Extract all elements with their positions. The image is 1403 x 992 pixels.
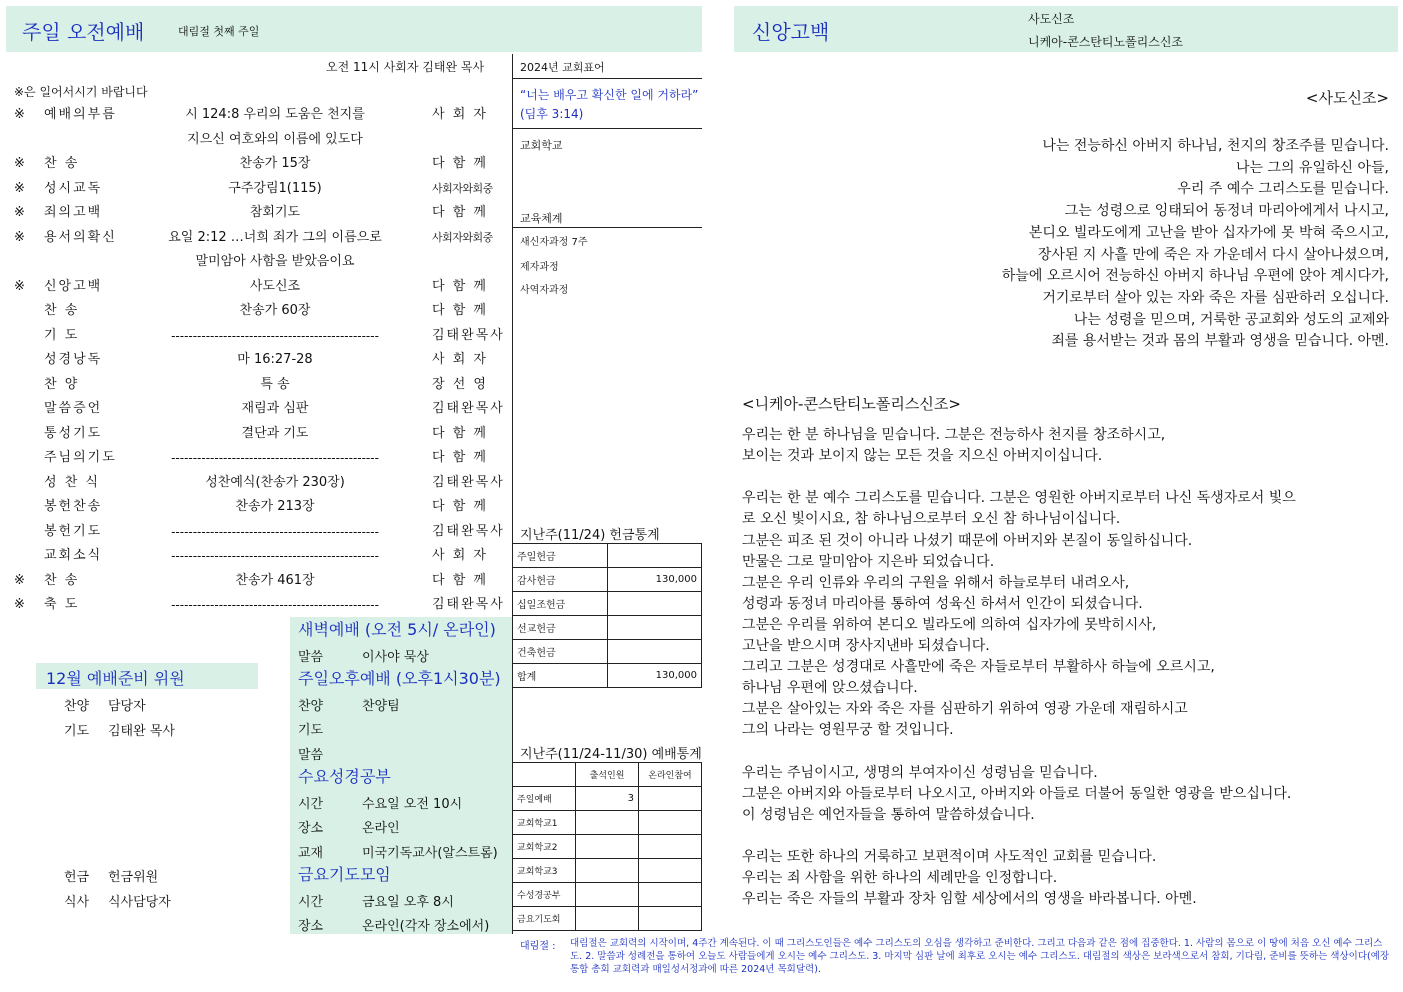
offering-amount bbox=[608, 616, 702, 640]
order-content: 참회기도 bbox=[249, 205, 301, 220]
order-mark: ※ bbox=[14, 205, 25, 220]
order-name: 통성기도 bbox=[44, 425, 103, 441]
order-name: 축 도 bbox=[44, 597, 80, 612]
prep-person: 헌금위원 bbox=[108, 870, 159, 885]
stand-note: ※은 일어서시기 바랍니다 bbox=[14, 85, 148, 99]
right-header-bar bbox=[734, 6, 1398, 52]
order-leader: 김태완목사 bbox=[432, 523, 505, 539]
apostles-line: 나는 그의 유일하신 아들, bbox=[1235, 159, 1389, 176]
offering-name: 주일헌금 bbox=[513, 544, 608, 568]
attendance-header: 온라인참여 bbox=[639, 763, 702, 787]
nicene-line: 만물은 그로 말미암아 지은바 되었습니다. bbox=[742, 553, 995, 570]
nicene-line: 하나님 우편에 앉으셨습니다. bbox=[742, 680, 918, 697]
order-content: 결단과 기도 bbox=[241, 425, 309, 441]
attendance-title: 지난주(11/24-11/30) 예배통계 bbox=[520, 747, 702, 762]
nicene-line: 고난을 받으시며 장사지낸바 되셨습니다. bbox=[742, 638, 990, 654]
offering-amount bbox=[608, 544, 702, 568]
attendance-row bbox=[513, 907, 702, 931]
advent-note-label: 대림절 : bbox=[520, 941, 556, 952]
nicene-line: 그분은 아버지와 아들로부터 나오시고, 아버지와 아들로 더불어 동일한 영광을 받으십니다. bbox=[742, 785, 1292, 802]
education-label: 교육체계 bbox=[520, 212, 563, 225]
order-row bbox=[0, 520, 512, 544]
friday-value: 금요일 오후 8시 bbox=[362, 894, 454, 910]
order-content: ------------------------------------------------ bbox=[171, 451, 379, 465]
order-row bbox=[0, 471, 512, 495]
attendance-name: 교회학교1 bbox=[513, 811, 576, 835]
order-row bbox=[0, 152, 512, 176]
order-row bbox=[0, 593, 512, 617]
order-row bbox=[0, 422, 512, 446]
offering-row bbox=[513, 592, 702, 616]
attendance-name: 교회학교2 bbox=[513, 835, 576, 859]
order-content: 구주강림1(115) bbox=[228, 180, 322, 196]
apostles-line: 거기로부터 살아 있는 자와 죽은 자를 심판하러 오십니다. bbox=[1042, 289, 1389, 306]
order-content: 요일 2:12 …너희 죄가 그의 이름으로 bbox=[168, 229, 382, 245]
education-item: 새신자과정 7주 bbox=[520, 237, 588, 248]
attendance-count bbox=[576, 811, 639, 835]
order-row bbox=[0, 495, 512, 519]
nicene-line: 그리고 그분은 성경대로 사흘만에 죽은 자들로부터 부활하사 하늘에 오르시고, bbox=[742, 659, 1215, 676]
order-row bbox=[0, 348, 512, 372]
afternoon-title: 주일오후예배 (오후1시30분) bbox=[298, 669, 501, 688]
apostles-line: 장사된 지 사흘 만에 죽은 자 가운데서 다시 살아나셨으며, bbox=[1037, 246, 1389, 263]
order-name: 성 찬 식 bbox=[44, 474, 100, 490]
attendance-row bbox=[513, 787, 702, 811]
order-content: 특 송 bbox=[260, 376, 290, 392]
order-mark: ※ bbox=[14, 278, 25, 294]
service-time: 오전 11시 사회자 김태완 목사 bbox=[326, 60, 485, 74]
offering-row bbox=[513, 568, 702, 592]
nicene-line: 그분은 우리를 위하여 본디오 빌라도에 의하여 십자가에 못박히시사, bbox=[742, 616, 1157, 633]
order-row bbox=[0, 275, 512, 299]
order-row bbox=[0, 397, 512, 421]
dawn-key: 말씀 bbox=[298, 649, 324, 665]
order-mark: ※ bbox=[14, 180, 25, 196]
order-name: 성경낭독 bbox=[44, 352, 103, 367]
creed-header-sub1: 사도신조 bbox=[1028, 12, 1075, 26]
attendance-name: 금요기도회 bbox=[513, 907, 576, 931]
afternoon-key: 말씀 bbox=[298, 747, 324, 763]
order-name: 찬 송 bbox=[44, 303, 80, 318]
attendance-header bbox=[513, 763, 576, 787]
attendance-header: 출석인원 bbox=[576, 763, 639, 787]
order-content: 재림과 심판 bbox=[241, 401, 309, 416]
offering-name: 십일조헌금 bbox=[513, 592, 608, 616]
order-content: ------------------------------------------------ bbox=[171, 598, 379, 612]
order-name: 찬 송 bbox=[44, 572, 80, 588]
nicene-line: 우리는 또한 하나의 거룩하고 보편적이며 사도적인 교회를 믿습니다. bbox=[742, 849, 1157, 865]
attendance-row bbox=[513, 859, 702, 883]
nicene-line: 우리는 죽은 자들의 부활과 장차 임할 세상에서의 영생을 바라봅니다. 아멘. bbox=[742, 891, 1197, 908]
advent-note-text: 대림절은 교회력의 시작이며, 4주간 계속된다. 이 때 그리스도인들은 예수 그리스도의 오심을 생각하고 준비한다. 그리고 다음과 같은 점에 집중한다. 1. 사람의 몸으로 이 땅에 처음 오신 예수 그리스도. 2. 말씀과 성례전을 통하여 오늘도 사람들에게 오시는 예수 그리스도. 3. 마지막 심판 날에 최후로 오시는 예수 그리스도. 대림절의 색상은 보라색으로서 참회, 기다림, 준비를 뜻하는 색상이다(예장통합 총회 교회력과 매일성서정과에 따른 2024년 목회달력). bbox=[570, 938, 1390, 975]
attendance-table bbox=[512, 762, 702, 931]
nicene-line: 그분은 피조 된 것이 아니라 나셨기 때문에 아버지와 본질이 동일하십니다. bbox=[742, 532, 1193, 549]
order-name: 죄의고백 bbox=[44, 205, 103, 220]
order-leader: 다 함 께 bbox=[432, 303, 488, 318]
nicene-line: 우리는 주님이시고, 생명의 부여자이신 성령님을 믿습니다. bbox=[742, 764, 1098, 781]
order-row bbox=[0, 128, 512, 152]
nicene-line: 그분은 살아있는 자와 죽은 자를 심판하기 위하여 영광 가운데 재림하시고 bbox=[742, 701, 1188, 718]
order-mark: ※ bbox=[14, 572, 25, 588]
order-mark: ※ bbox=[14, 229, 25, 245]
apostles-line: 그는 성령으로 잉태되어 동정녀 마리아에게서 나시고, bbox=[1064, 203, 1389, 220]
attendance-count bbox=[576, 907, 639, 931]
order-row bbox=[0, 446, 512, 470]
attendance-online bbox=[639, 787, 702, 811]
order-leader: 사회자와회중 bbox=[432, 230, 493, 244]
apostles-line: 본디오 빌라도에게 고난을 받아 십자가에 못 박혀 죽으시고, bbox=[1028, 224, 1389, 241]
nicene-line: 이 성령님은 예언자들을 통하여 말씀하셨습니다. bbox=[742, 806, 1035, 823]
attendance-count: 3 bbox=[576, 787, 639, 811]
prep-person: 식사담당자 bbox=[108, 894, 171, 910]
order-row bbox=[0, 324, 512, 348]
apostles-line: 우리 주 예수 그리스도를 믿습니다. bbox=[1177, 181, 1389, 198]
order-leader: 김태완목사 bbox=[432, 597, 505, 612]
afternoon-value: 찬양팀 bbox=[362, 698, 400, 714]
order-content: 사도신조 bbox=[249, 278, 301, 294]
offering-name: 선교헌금 bbox=[513, 616, 608, 640]
offering-row bbox=[513, 544, 702, 568]
prep-role: 찬양 bbox=[64, 699, 90, 714]
attendance-name: 교회학교3 bbox=[513, 859, 576, 883]
prep-role: 기도 bbox=[64, 723, 90, 739]
apostles-line: 죄를 용서받는 것과 몸의 부활과 영생을 믿습니다. 아멘. bbox=[1051, 333, 1389, 350]
attendance-count bbox=[576, 859, 639, 883]
prep-title: 12월 예배준비 위원 bbox=[46, 669, 185, 688]
nicene-line: 그분은 우리 인류와 우리의 구원을 위해서 하늘로부터 내려오사, bbox=[742, 574, 1130, 591]
prep-role: 식사 bbox=[64, 894, 90, 910]
order-name: 찬 송 bbox=[44, 156, 80, 171]
order-leader: 다 함 께 bbox=[432, 156, 488, 171]
order-row bbox=[0, 544, 512, 568]
order-row bbox=[0, 373, 512, 397]
order-row bbox=[0, 299, 512, 323]
nicene-title: <니케아-콘스탄티노폴리스신조> bbox=[742, 395, 961, 413]
order-leader: 다 함 께 bbox=[432, 425, 488, 441]
order-row bbox=[0, 569, 512, 593]
order-leader: 다 함 께 bbox=[432, 278, 488, 294]
wednesday-key: 장소 bbox=[298, 821, 324, 836]
wednesday-key: 교재 bbox=[298, 845, 324, 861]
order-leader: 사 회 자 bbox=[432, 548, 488, 563]
order-name: 성시교독 bbox=[44, 180, 103, 196]
attendance-online bbox=[639, 811, 702, 835]
order-content: ------------------------------------------------ bbox=[171, 549, 379, 563]
order-leader: 사 회 자 bbox=[432, 352, 488, 367]
order-leader: 다 함 께 bbox=[432, 499, 488, 514]
wednesday-value: 미국기독교사(알스트롬) bbox=[362, 845, 498, 861]
order-leader: 김태완목사 bbox=[432, 327, 505, 343]
order-content: 시 124:8 우리의 도움은 천지를 bbox=[185, 107, 365, 122]
order-mark: ※ bbox=[14, 156, 25, 171]
offering-name: 건축헌금 bbox=[513, 640, 608, 664]
order-leader: 다 함 께 bbox=[432, 205, 488, 220]
order-name: 말씀증언 bbox=[44, 401, 103, 416]
order-name: 기 도 bbox=[44, 327, 80, 343]
prep-person: 담당자 bbox=[108, 699, 146, 714]
divider bbox=[512, 128, 702, 129]
order-row bbox=[0, 103, 512, 127]
attendance-count bbox=[576, 883, 639, 907]
offering-amount bbox=[608, 640, 702, 664]
attendance-name: 주일예배 bbox=[513, 787, 576, 811]
apostles-line: 하늘에 오르시어 전능하신 아버지 하나님 우편에 앉아 계시다가, bbox=[1001, 268, 1389, 285]
afternoon-key: 기도 bbox=[298, 723, 324, 738]
attendance-row bbox=[513, 835, 702, 859]
order-content: 찬송가 213장 bbox=[235, 499, 315, 514]
order-content: 지으신 여호와의 이름에 있도다 bbox=[187, 131, 363, 147]
creed-header-title: 신앙고백 bbox=[752, 20, 830, 44]
offering-row bbox=[513, 616, 702, 640]
education-item: 사역자과정 bbox=[520, 285, 569, 296]
church-school-label: 교회학교 bbox=[520, 139, 563, 152]
order-content: ------------------------------------------------ bbox=[171, 328, 379, 343]
order-row bbox=[0, 250, 512, 274]
attendance-header-row bbox=[513, 763, 702, 787]
prep-title-bar bbox=[36, 663, 258, 689]
nicene-line: 성령과 동정녀 마리아를 통하여 성육신 하셔서 인간이 되셨습니다. bbox=[742, 595, 1143, 612]
divider bbox=[512, 227, 702, 228]
order-name: 신앙고백 bbox=[44, 278, 103, 294]
attendance-online bbox=[639, 907, 702, 931]
order-name: 교회소식 bbox=[44, 548, 103, 563]
motto-label: 2024년 교회표어 bbox=[520, 61, 605, 74]
order-leader: 사 회 자 bbox=[432, 107, 488, 122]
order-mark: ※ bbox=[14, 597, 25, 612]
order-row bbox=[0, 177, 512, 201]
page-subtitle: 대림절 첫째 주일 bbox=[178, 25, 260, 38]
offering-amount bbox=[608, 592, 702, 616]
order-leader: 다 함 께 bbox=[432, 572, 488, 588]
order-name: 봉헌기도 bbox=[44, 523, 103, 539]
order-mark: ※ bbox=[14, 107, 25, 122]
attendance-online bbox=[639, 859, 702, 883]
order-leader: 김태완목사 bbox=[432, 401, 505, 416]
offering-name: 감사헌금 bbox=[513, 568, 608, 592]
order-content: 성찬예식(찬송가 230장) bbox=[205, 474, 345, 490]
order-leader: 사회자와회중 bbox=[432, 181, 493, 195]
offering-row bbox=[513, 640, 702, 664]
order-name: 예배의부름 bbox=[44, 107, 117, 122]
nicene-line: 로 오신 빛이시요, 참 하나님으로부터 오신 참 하나님이십니다. bbox=[742, 511, 1121, 528]
nicene-line: 우리는 죄 사함을 위한 하나의 세례만을 인정합니다. bbox=[742, 870, 1058, 887]
order-content: 마 16:27-28 bbox=[237, 352, 313, 367]
prep-role: 헌금 bbox=[64, 870, 90, 885]
nicene-line: 우리는 한 분 예수 그리스도를 믿습니다. 그분은 영원한 아버지로부터 나신 독생자로서 빛으 bbox=[742, 490, 1296, 507]
attendance-count bbox=[576, 835, 639, 859]
motto-text: “너는 배우고 확신한 일에 거하라” (딤후 3:14) bbox=[520, 88, 699, 121]
order-leader: 김태완목사 bbox=[432, 474, 505, 490]
divider bbox=[512, 78, 702, 79]
order-content: ------------------------------------------------ bbox=[171, 524, 379, 539]
nicene-line: 그의 나라는 영원무궁 할 것입니다. bbox=[742, 722, 954, 739]
offering-amount: 130,000 bbox=[608, 568, 702, 592]
offering-name: 합계 bbox=[513, 664, 608, 688]
attendance-name: 수성경공부 bbox=[513, 883, 576, 907]
left-header-bar bbox=[6, 6, 702, 52]
order-name: 찬 양 bbox=[44, 376, 80, 392]
apostles-title: <사도신조> bbox=[1305, 89, 1389, 107]
attendance-row bbox=[513, 883, 702, 907]
apostles-line: 나는 전능하신 아버지 하나님, 천지의 창조주를 믿습니다. bbox=[1042, 138, 1389, 154]
nicene-line: 우리는 한 분 하나님을 믿습니다. 그분은 전능하사 천지를 창조하시고, bbox=[742, 427, 1166, 443]
wednesday-title: 수요성경공부 bbox=[298, 767, 391, 786]
attendance-online bbox=[639, 883, 702, 907]
order-name: 주님의기도 bbox=[44, 450, 117, 465]
attendance-row bbox=[513, 811, 702, 835]
attendance-online bbox=[639, 835, 702, 859]
wednesday-value: 온라인 bbox=[362, 821, 400, 836]
order-leader: 장 선 영 bbox=[432, 376, 488, 392]
order-content: 말미암아 사함을 받았음이요 bbox=[195, 254, 355, 269]
order-row bbox=[0, 201, 512, 225]
order-name: 용서의확신 bbox=[44, 229, 117, 245]
order-content: 찬송가 60장 bbox=[239, 303, 311, 318]
order-leader: 다 함 께 bbox=[432, 450, 488, 465]
order-row bbox=[0, 226, 512, 250]
prep-person: 김태완 목사 bbox=[108, 723, 175, 739]
dawn-value: 이사야 묵상 bbox=[362, 649, 429, 665]
friday-key: 장소 bbox=[298, 919, 324, 934]
offering-amount: 130,000 bbox=[608, 664, 702, 688]
education-item: 제자과정 bbox=[520, 262, 559, 273]
creed-header-sub2: 니케아-콘스탄티노폴리스신조 bbox=[1028, 35, 1184, 49]
page-title: 주일 오전예배 bbox=[22, 20, 145, 44]
apostles-line: 나는 성령을 믿으며, 거룩한 공교회와 성도의 교제와 bbox=[1073, 311, 1389, 328]
offering-table bbox=[512, 543, 702, 688]
offering-row bbox=[513, 664, 702, 688]
afternoon-key: 찬양 bbox=[298, 698, 324, 714]
friday-title: 금요기도모임 bbox=[298, 865, 391, 884]
friday-key: 시간 bbox=[298, 894, 324, 910]
wednesday-key: 시간 bbox=[298, 796, 324, 812]
nicene-line: 보이는 것과 보이지 않는 모든 것을 지으신 아버지이십니다. bbox=[742, 448, 1103, 465]
dawn-title: 새벽예배 (오전 5시/ 온라인) bbox=[298, 620, 496, 639]
order-content: 찬송가 15장 bbox=[239, 156, 311, 171]
order-name: 봉헌찬송 bbox=[44, 499, 103, 514]
wednesday-value: 수요일 오전 10시 bbox=[362, 796, 463, 812]
order-content: 찬송가 461장 bbox=[235, 572, 315, 588]
offering-title: 지난주(11/24) 헌금통계 bbox=[520, 528, 660, 543]
friday-value: 온라인(각자 장소에서) bbox=[362, 919, 490, 934]
